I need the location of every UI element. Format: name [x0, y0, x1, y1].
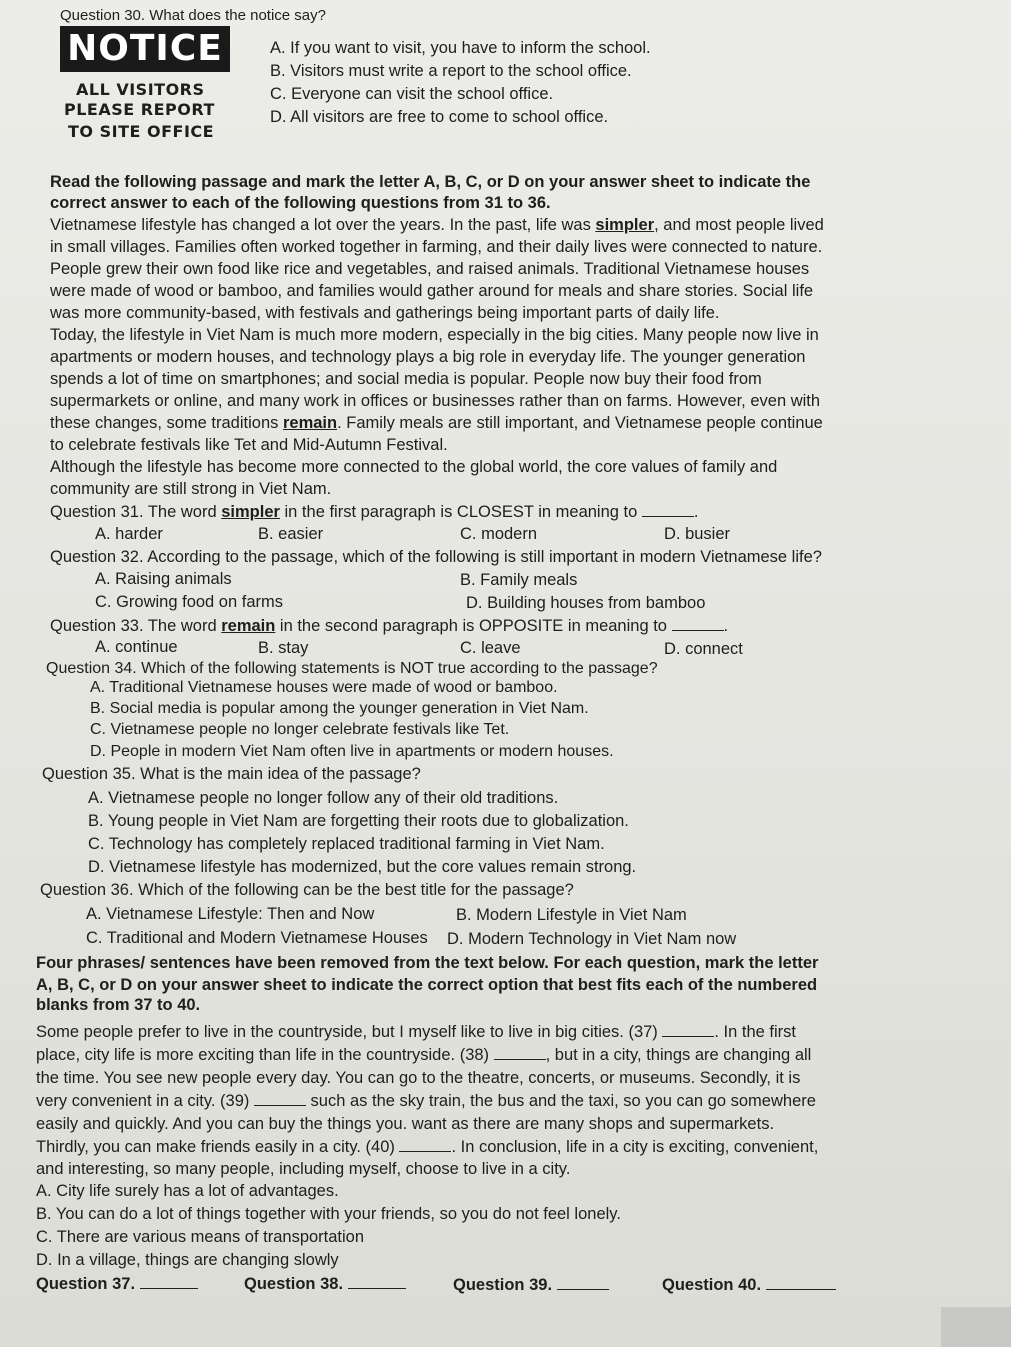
q31-option-b: B. easier: [258, 525, 324, 543]
answer-q37: Question 37.: [36, 1274, 198, 1294]
cloze-option-d: D. In a village, things are changing slowly: [36, 1251, 339, 1269]
notice-line-3: TO SITE OFFICE: [68, 122, 215, 141]
q30-stem: Question 30. What does the notice say?: [60, 7, 326, 24]
reading-instruction-1: Read the following passage and mark the letter A, B, C, or D on your answer sheet to indicate the: [50, 173, 811, 191]
reading-instruction-2: correct answer to each of the following questions from 31 to 36.: [50, 194, 551, 212]
q36-stem: Question 36. Which of the following can be the best title for the passage?: [40, 881, 574, 899]
passage-p2-line: spends a lot of time on smartphones; and social media is popular. People now buy their food from: [50, 370, 762, 388]
q32-stem: Question 32. According to the passage, which of the following is still important in modern Vietnamese life?: [50, 548, 822, 566]
q36-option-c: C. Traditional and Modern Vietnamese Houses: [86, 929, 428, 947]
q35-option-c: C. Technology has completely replaced traditional farming in Viet Nam.: [88, 835, 605, 853]
answer-q38: Question 38.: [244, 1274, 406, 1294]
passage-p1-line: was more community-based, with festivals and gatherings being important parts of daily life.: [50, 304, 720, 322]
passage-p2-line: supermarkets or online, and many work in offices or businesses rather than on farms. However, even with: [50, 392, 821, 410]
answer-blank: [557, 1275, 609, 1290]
q33-stem: Question 33. The word remain in the second paragraph is OPPOSITE in meaning to .: [50, 617, 729, 635]
answer-blank: [348, 1274, 406, 1289]
cloze-line: and interesting, so many people, including myself, choose to live in a city.: [36, 1160, 571, 1178]
answer-blank: [662, 1022, 714, 1037]
q36-option-a: A. Vietnamese Lifestyle: Then and Now: [86, 905, 375, 923]
cloze-line: easily and quickly. And you can buy the things you. want as there are many shops and supermarkets.: [36, 1115, 775, 1133]
passage-p3-line: community are still strong in Viet Nam.: [50, 480, 332, 498]
q32-option-b: B. Family meals: [460, 571, 578, 589]
q35-option-b: B. Young people in Viet Nam are forgetting their roots due to globalization.: [88, 812, 629, 830]
q31-option-d: D. busier: [664, 525, 731, 543]
q36-option-b: B. Modern Lifestyle in Viet Nam: [456, 906, 687, 924]
q30-option-b: B. Visitors must write a report to the school office.: [270, 62, 632, 80]
q31-option-c: C. modern: [460, 525, 538, 543]
cloze-instruction-2: A, B, C, or D on your answer sheet to indicate the correct option that best fits each of the numbered: [36, 976, 818, 994]
answer-blank: [494, 1045, 546, 1060]
passage-p1-line: People grew their own food like rice and vegetables, and raised animals. Traditional Vietnamese houses: [50, 260, 810, 278]
passage-p1-line: in small villages. Families often worked together in farming, and their daily lives were connected to nature.: [50, 238, 823, 256]
cloze-line: place, city life is more exciting than life in the countryside. (38) , but in a city, things are changing all: [36, 1046, 812, 1064]
notice-title: NOTICE: [60, 26, 230, 72]
answer-blank: [642, 502, 694, 517]
q33-option-a: A. continue: [95, 638, 178, 656]
q34-stem: Question 34. Which of the following statements is NOT true according to the passage?: [46, 660, 658, 677]
q35-option-a: A. Vietnamese people no longer follow any of their old traditions.: [88, 789, 559, 807]
q35-option-d: D. Vietnamese lifestyle has modernized, but the core values remain strong.: [88, 858, 637, 876]
passage-p2-line: apartments or modern houses, and technology plays a big role in everyday life. The younger generation: [50, 348, 806, 366]
q31-stem: Question 31. The word simpler in the first paragraph is CLOSEST in meaning to .: [50, 503, 699, 521]
page-corner-shadow: [941, 1307, 1011, 1347]
q36-option-d: D. Modern Technology in Viet Nam now: [447, 930, 737, 948]
q33-option-d: D. connect: [664, 640, 743, 658]
notice-line-2: PLEASE REPORT: [64, 100, 215, 119]
q32-option-d: D. Building houses from bamboo: [466, 594, 706, 612]
cloze-option-c: C. There are various means of transportation: [36, 1228, 365, 1246]
answer-q39: Question 39.: [453, 1275, 609, 1295]
cloze-line: Thirdly, you can make friends easily in a city. (40) . In conclusion, life in a city is exciting, convenient,: [36, 1138, 819, 1156]
q33-option-b: B. stay: [258, 639, 309, 657]
q34-option-b: B. Social media is popular among the younger generation in Viet Nam.: [90, 700, 589, 717]
passage-p1-line: Vietnamese lifestyle has changed a lot over the years. In the past, life was simpler, and most people lived: [50, 216, 824, 234]
q35-stem: Question 35. What is the main idea of the passage?: [42, 765, 421, 783]
answer-blank: [140, 1274, 198, 1289]
answer-blank: [766, 1275, 836, 1290]
answer-blank: [672, 616, 724, 631]
q30-option-d: D. All visitors are free to come to school office.: [270, 108, 609, 126]
passage-p3-line: Although the lifestyle has become more connected to the global world, the core values of family and: [50, 458, 778, 476]
q34-option-c: C. Vietnamese people no longer celebrate festivals like Tet.: [90, 721, 510, 738]
answer-q40: Question 40.: [662, 1275, 836, 1295]
q30-option-a: A. If you want to visit, you have to inform the school.: [270, 39, 651, 57]
answer-blank: [399, 1137, 451, 1152]
q33-option-c: C. leave: [460, 639, 521, 657]
q32-option-a: A. Raising animals: [95, 570, 232, 588]
q32-option-c: C. Growing food on farms: [95, 593, 283, 611]
cloze-line: Some people prefer to live in the countryside, but I myself like to live in big cities. (37) . In the first: [36, 1023, 797, 1041]
cloze-option-a: A. City life surely has a lot of advantages.: [36, 1182, 339, 1200]
passage-p2-line: these changes, some traditions remain. Family meals are still important, and Vietnamese people continue: [50, 414, 823, 432]
cloze-option-b: B. You can do a lot of things together with your friends, so you do not feel lonely.: [36, 1205, 621, 1223]
answer-blank: [254, 1091, 306, 1106]
q30-option-c: C. Everyone can visit the school office.: [270, 85, 554, 103]
cloze-line: very convenient in a city. (39) such as the sky train, the bus and the taxi, so you can go somewhere: [36, 1092, 816, 1110]
cloze-line: the time. You see new people every day. You can go to the theatre, concerts, or museums. Secondly, it is: [36, 1069, 801, 1087]
q31-option-a: A. harder: [95, 525, 163, 543]
passage-p2-line: Today, the lifestyle in Viet Nam is much more modern, especially in the big cities. Many people now live in: [50, 326, 819, 344]
cloze-instruction-1: Four phrases/ sentences have been removed from the text below. For each question, mark the letter: [36, 954, 819, 972]
q34-option-d: D. People in modern Viet Nam often live in apartments or modern houses.: [90, 743, 614, 760]
notice-line-1: ALL VISITORS: [76, 80, 205, 99]
q34-option-a: A. Traditional Vietnamese houses were made of wood or bamboo.: [90, 679, 558, 696]
cloze-instruction-3: blanks from 37 to 40.: [36, 996, 201, 1014]
passage-p1-line: were made of wood or bamboo, and families would gather around for meals and share stories. Social life: [50, 282, 814, 300]
passage-p2-line: to celebrate festivals like Tet and Mid-Autumn Festival.: [50, 436, 448, 454]
